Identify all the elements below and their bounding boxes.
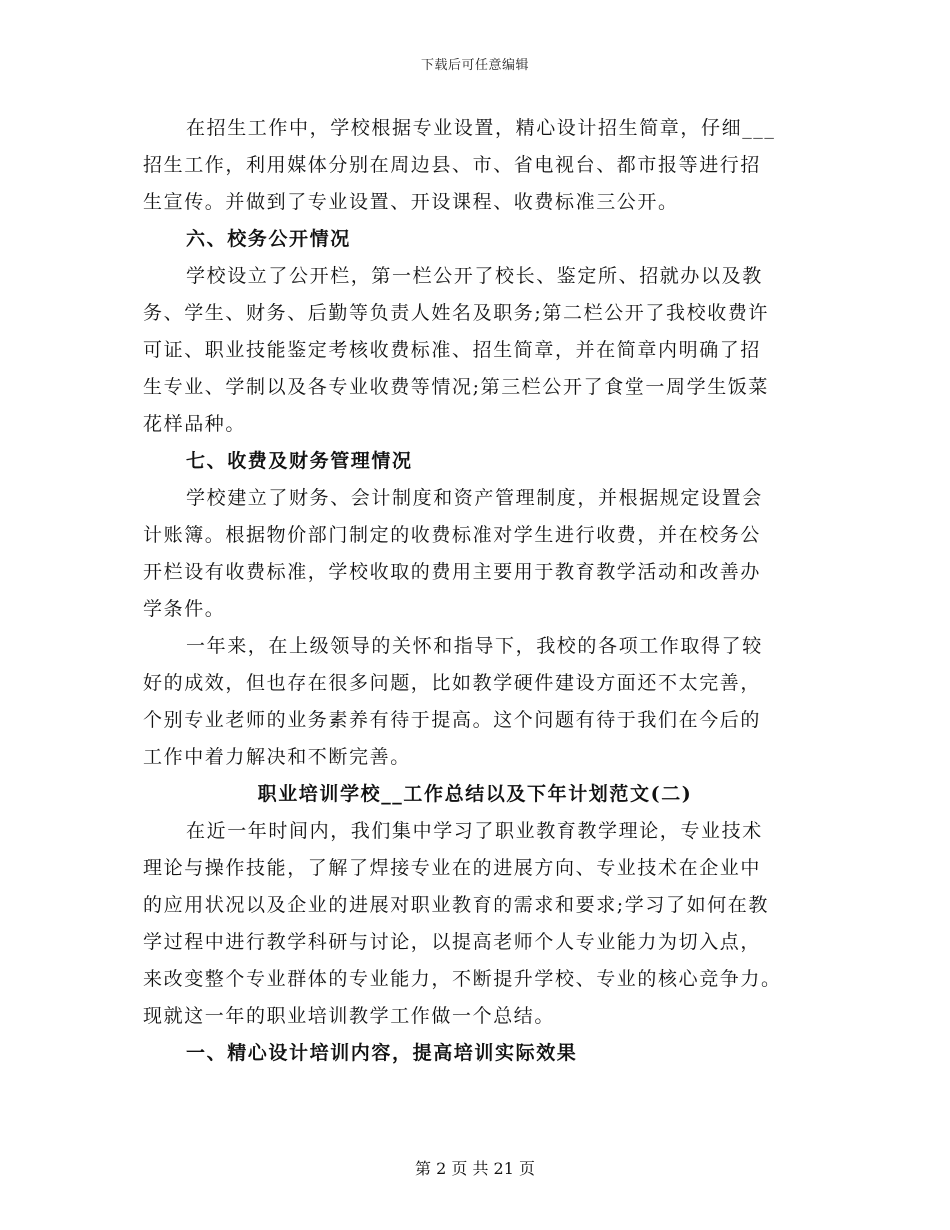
- paragraph-line: 学校建立了财务、会计制度和资产管理制度，并根据规定设置会: [186, 487, 763, 509]
- paragraph-line: 理论与操作技能，了解了焊接专业在的进展方向、专业技术在企业中: [143, 857, 762, 879]
- paragraph-line: 好的成效，但也存在很多问题，比如教学硬件建设方面还不太完善，: [143, 672, 762, 694]
- paragraph-line: 现就这一年的职业培训教学工作做一个总结。: [143, 1005, 556, 1027]
- paragraph-line: 计账簿。根据物价部门制定的收费标准对学生进行收费，并在校务公: [143, 524, 762, 546]
- paragraph-line: 个别专业老师的业务素养有待于提高。这个问题有待于我们在今后的: [143, 709, 762, 731]
- section-heading: 一、精心设计培训内容，提高培训实际效果: [186, 1042, 578, 1064]
- paragraph-line: 生专业、学制以及各专业收费等情况;第三栏公开了食堂一周学生饭菜: [143, 376, 770, 398]
- paragraph-line: 学校设立了公开栏，第一栏公开了校长、鉴定所、招就办以及教: [186, 265, 763, 287]
- paragraph-line: 可证、职业技能鉴定考核收费标准、招生简章，并在简章内明确了招: [143, 339, 762, 361]
- paragraph-line: 开栏设有收费标准，学校收取的费用主要用于教育教学活动和改善办: [143, 561, 762, 583]
- paragraph-line: 工作中着力解决和不断完善。: [143, 746, 411, 768]
- paragraph-line: 来改变整个专业群体的专业能力，不断提升学校、专业的核心竞争力。: [143, 968, 782, 990]
- paragraph-line: 的应用状况以及企业的进展对职业教育的需求和要求;学习了如何在教: [143, 894, 770, 916]
- paragraph-line: 学过程中进行教学科研与讨论，以提高老师个人专业能力为切入点，: [143, 931, 762, 953]
- page-header-note: 下载后可任意编辑: [420, 58, 529, 73]
- paragraph-line: 花样品种。: [143, 413, 247, 435]
- document-body: [143, 110, 807, 1072]
- paragraph-line: 在近一年时间内，我们集中学习了职业教育教学理论，专业技术: [186, 820, 763, 842]
- paragraph-line: 招生工作，利用媒体分别在周边县、市、省电视台、都市报等进行招: [143, 154, 762, 176]
- paragraph-line: 一年来，在上级领导的关怀和指导下，我校的各项工作取得了较: [186, 635, 763, 657]
- page-footer-number: 第 2 页 共 21 页: [415, 1159, 535, 1178]
- paragraph-line: 生宣传。并做到了专业设置、开设课程、收费标准三公开。: [143, 191, 679, 213]
- paragraph-line: 务、学生、财务、后勤等负责人姓名及职务;第二栏公开了我校收费许: [143, 302, 770, 324]
- document-title: 职业培训学校__工作总结以及下年计划范文(二): [257, 783, 693, 805]
- section-heading: 七、收费及财务管理情况: [186, 450, 413, 472]
- paragraph-line: 在招生工作中，学校根据专业设置，精心设计招生简章，仔细___: [186, 117, 776, 139]
- section-heading: 六、校务公开情况: [186, 228, 351, 250]
- paragraph-line: 学条件。: [143, 598, 226, 620]
